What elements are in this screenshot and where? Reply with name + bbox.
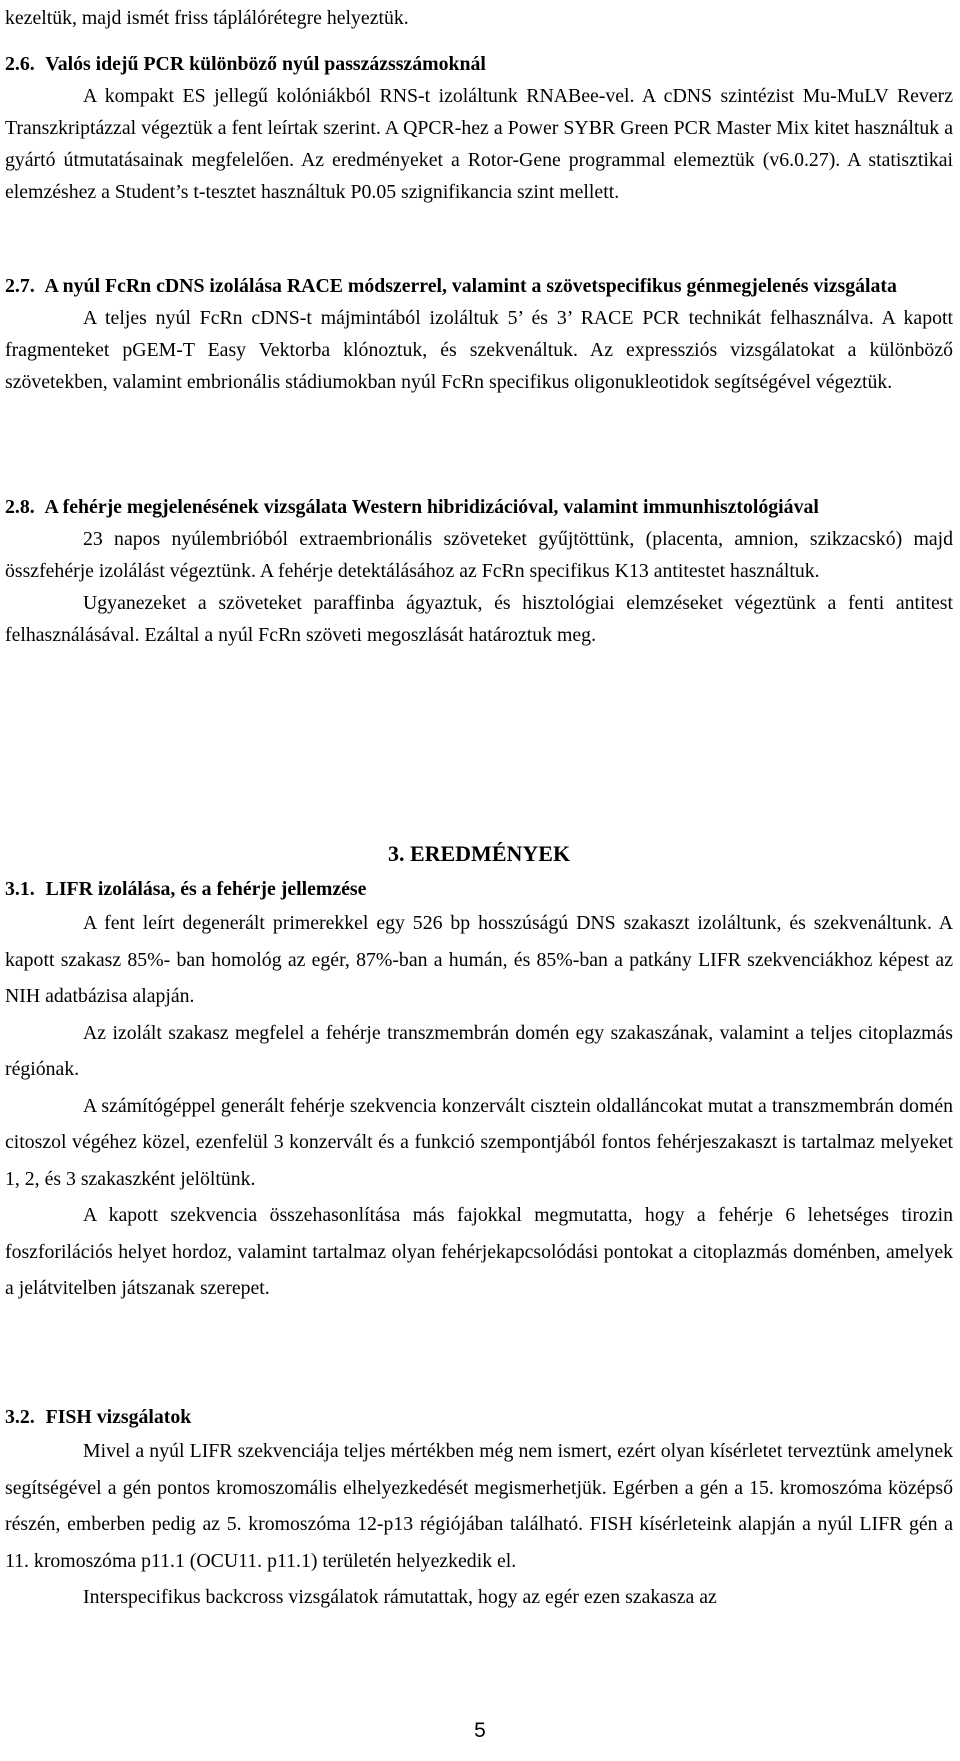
section-title: A nyúl FcRn cDNS izolálása RACE módszerrel, valamint a szövetspecifikus génmegjelenés vizsgálata xyxy=(44,275,897,297)
section-paragraph: Ugyanezeket a szöveteket paraffinba ágyaztuk, és hisztológiai elemzéseket végeztünk a fenti antitest felhasználásával. Ezáltal a nyúl FcRn szöveti megoszlását határoztuk meg. xyxy=(5,592,953,646)
section-number: 2.7. xyxy=(5,275,35,297)
section-title: FISH vizsgálatok xyxy=(45,1406,192,1428)
section-paragraph: A kapott szekvencia összehasonlítása más fajokkal megmutatta, hogy a fehérje 6 lehetséges tirozin foszforilációs helyet hordoz, valamint tartalmaz olyan fehérjekapcsolódási pontokat a citoplazmás doménben, amelyek a jelátvitelben játszanak szerepet. xyxy=(5,1204,953,1299)
section-body xyxy=(5,1433,953,1616)
section-title: LIFR izolálása, és a fehérje jellemzése xyxy=(45,878,367,900)
section-paragraph: 23 napos nyúlembrióból extraembrionális szöveteket gyűjtöttünk, (placenta, amnion, szikzacskó) majd összfehérje izolálást végeztünk. A fehérje detektálásához az FcRn specifikus K13 antitestet használtuk. xyxy=(5,528,953,582)
section-2-6 xyxy=(5,48,953,208)
section-number: 3.2. xyxy=(5,1406,35,1428)
section-heading xyxy=(5,491,953,523)
section-2-8 xyxy=(5,491,953,651)
section-title: Valós idejű PCR különböző nyúl passzázsszámoknál xyxy=(45,53,486,75)
section-heading xyxy=(5,48,953,80)
section-paragraph: Mivel a nyúl LIFR szekvenciája teljes mértékben még nem ismert, ezért olyan kísérletet terveztünk amelynek segítségével a gén pontos kromoszomális elhelyezkedését megismerhetjük. Egérben a gén a 15. kromoszóma középső részén, emberben pedig az 5. kromoszóma 12-p13 régiójában található. FISH kísérleteink alapján a nyúl LIFR gén a 11. kromoszóma p11.1 (OCU11. p11.1) területén helyezkedik el. xyxy=(5,1440,953,1572)
section-number: 2.6. xyxy=(5,53,35,75)
page-number: 5 xyxy=(474,1719,486,1742)
section-body xyxy=(5,905,953,1307)
section-paragraph: A teljes nyúl FcRn cDNS-t májmintából izoláltuk 5’ és 3’ RACE PCR technikát felhasználva. A kapott fragmenteket pGEM-T Easy Vektorba klónoztuk, és szekvenáltuk. Az expressziós vizsgálatokat a különböző szövetekben, valamint embrionális stádiumokban nyúl FcRn specifikus oligonukleotidok segítségével végeztük. xyxy=(5,307,953,393)
section-paragraph: A fent leírt degenerált primerekkel egy 526 bp hosszúságú DNS szakaszt izoláltunk, és szekvenáltunk. A kapott szakasz 85%- ban homológ az egér, 87%-ban a humán, és 85%-ban a patkány LIFR szekvenciákhoz képest az NIH adatbázisa alapján. xyxy=(5,912,953,1007)
section-heading xyxy=(5,1401,953,1433)
section-3-1 xyxy=(5,873,953,1307)
section-number: 3.1. xyxy=(5,878,35,900)
section-3-2 xyxy=(5,1401,953,1616)
section-number: 2.8. xyxy=(5,496,35,518)
section-paragraph: A számítógéppel generált fehérje szekvencia konzervált cisztein oldalláncokat mutat a transzmembrán domén citoszol végéhez közel, ezenfelül 3 konzervált és a funkció szempontjából fontos fehérjeszakaszt is tartalmaz melyeket 1, 2, és 3 szakaszként jelöltünk. xyxy=(5,1094,953,1190)
section-paragraph: A kompakt ES jellegű kolóniákból RNS-t izoláltunk RNABee-vel. A cDNS szintézist Mu-MuLV Reverz Transzkriptázzal végeztük a fent leírtak szerint. A QPCR-hez a Power SYBR Green PCR Master Mix kitet használtuk a gyártó útmutatásainak megfelelően. Az eredményeket a Rotor-Gene programmal elemeztük (v6.0.27). A statisztikai elemzéshez a Student’s t-tesztet használtuk P0.05 szignifikancia szint mellett. xyxy=(5,85,953,203)
section-paragraph: Az izolált szakasz megfelel a fehérje transzmembrán domén egy szakaszának, valamint a teljes citoplazmás régiónak. xyxy=(5,1021,953,1080)
intro-text: kezeltük, majd ismét friss táplálórétegre helyeztük. xyxy=(5,7,409,29)
chapter-title: 3. EREDMÉNYEK xyxy=(387,841,571,866)
section-heading xyxy=(5,270,953,302)
section-heading xyxy=(5,873,953,905)
section-2-7 xyxy=(5,270,953,398)
section-paragraph: Interspecifikus backcross vizsgálatok rámutattak, hogy az egér ezen szakasza az xyxy=(83,1586,717,1608)
section-title: A fehérje megjelenésének vizsgálata Western hibridizációval, valamint immunhisztológiával xyxy=(44,496,819,518)
